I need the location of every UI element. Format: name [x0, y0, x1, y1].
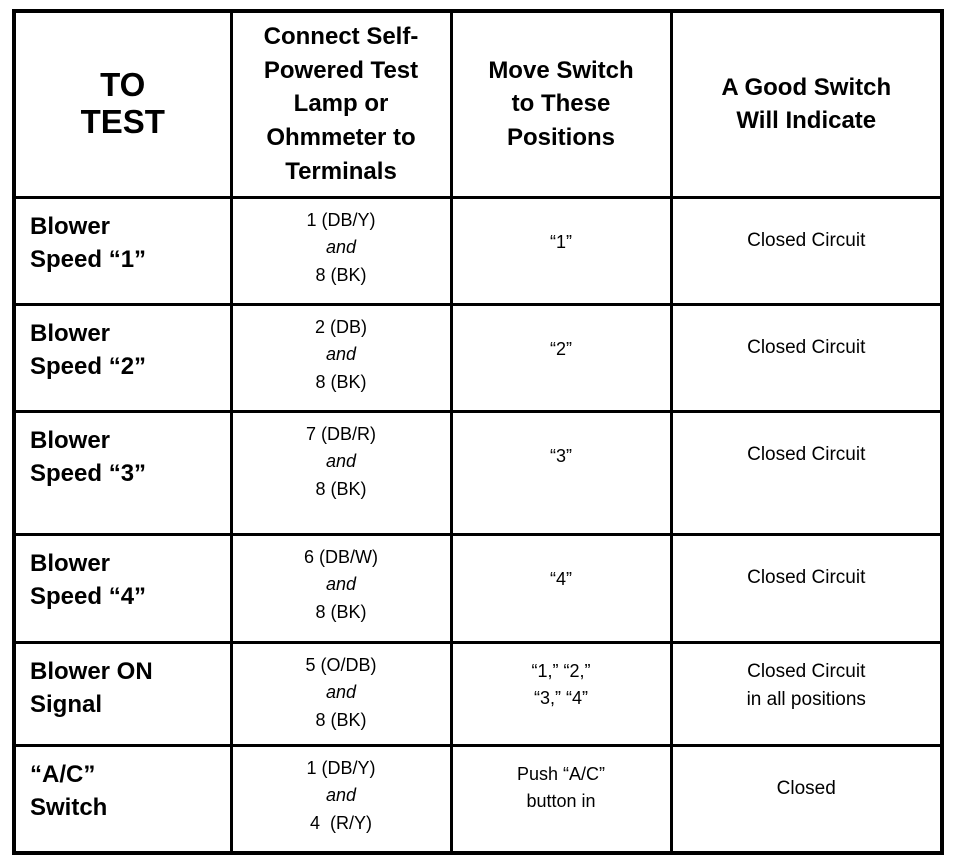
header-indicate: A Good Switch Will Indicate	[671, 11, 942, 197]
switch-test-table	[12, 9, 944, 855]
indicate-cell: Closed Circuit	[671, 197, 942, 304]
terminals-cell: 2 (DB) and 8 (BK)	[231, 304, 451, 411]
indicate-cell: Closed Circuit in all positions	[671, 642, 942, 745]
test-cell: “A/C” Switch	[14, 745, 231, 853]
table-row	[14, 197, 942, 304]
header-row	[14, 11, 942, 197]
positions-cell: “1”	[451, 197, 671, 304]
positions-cell: Push “A/C” button in	[451, 745, 671, 853]
positions-cell: “3”	[451, 411, 671, 534]
test-cell: Blower Speed “1”	[14, 197, 231, 304]
header-terminals: Connect Self- Powered Test Lamp or Ohmmeter to Terminals	[231, 11, 451, 197]
indicate-cell: Closed	[671, 745, 942, 853]
test-cell: Blower Speed “3”	[14, 411, 231, 534]
table-row	[14, 304, 942, 411]
indicate-cell: Closed Circuit	[671, 304, 942, 411]
test-cell: Blower ON Signal	[14, 642, 231, 745]
indicate-cell: Closed Circuit	[671, 534, 942, 642]
positions-cell: “2”	[451, 304, 671, 411]
table-row	[14, 642, 942, 745]
table-row	[14, 745, 942, 853]
table-row	[14, 534, 942, 642]
positions-cell: “4”	[451, 534, 671, 642]
test-cell: Blower Speed “4”	[14, 534, 231, 642]
header-to-test: TO TEST	[14, 11, 231, 197]
terminals-cell: 1 (DB/Y) and 8 (BK)	[231, 197, 451, 304]
terminals-cell: 1 (DB/Y) and 4 (R/Y)	[231, 745, 451, 853]
terminals-cell: 5 (O/DB) and 8 (BK)	[231, 642, 451, 745]
table-row	[14, 411, 942, 534]
header-positions: Move Switch to These Positions	[451, 11, 671, 197]
terminals-cell: 6 (DB/W) and 8 (BK)	[231, 534, 451, 642]
terminals-cell: 7 (DB/R) and 8 (BK)	[231, 411, 451, 534]
positions-cell: “1,” “2,” “3,” “4”	[451, 642, 671, 745]
indicate-cell: Closed Circuit	[671, 411, 942, 534]
test-cell: Blower Speed “2”	[14, 304, 231, 411]
